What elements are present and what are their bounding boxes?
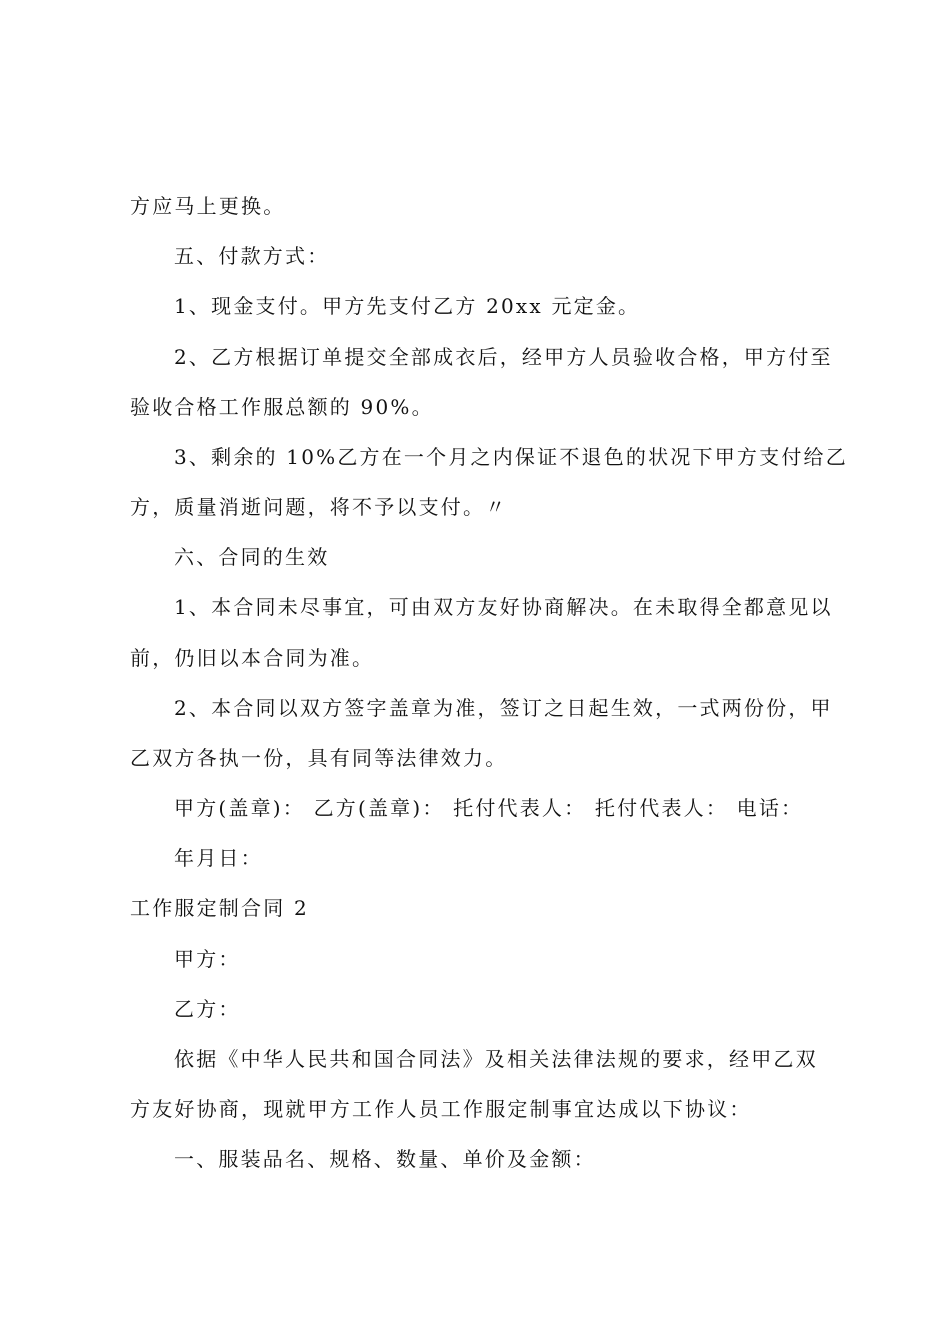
paragraph-line: 方应马上更换。: [130, 194, 286, 218]
date-line: 年月日：: [174, 846, 263, 870]
signature-line: 甲方(盖章)： 乙方(盖章)： 托付代表人： 托付代表人： 电话：: [174, 796, 804, 820]
party-a-line: 甲方：: [174, 947, 241, 971]
paragraph-line: 方友好协商，现就甲方工作人员工作服定制事宜达成以下协议：: [130, 1097, 752, 1121]
contract-title: 工作服定制合同 2: [130, 896, 309, 920]
paragraph-line: 乙双方各执一份，具有同等法律效力。: [130, 746, 508, 770]
section-heading: 一、服装品名、规格、数量、单价及金额：: [174, 1147, 596, 1171]
paragraph-line: 1、现金支付。甲方先支付乙方 20xx 元定金。: [174, 294, 641, 318]
section-heading: 六、合同的生效: [174, 545, 330, 569]
paragraph-line: 2、乙方根据订单提交全部成衣后，经甲方人员验收合格，甲方付至: [174, 345, 833, 369]
paragraph-line: 依据《中华人民共和国合同法》及相关法律法规的要求，经甲乙双: [174, 1047, 818, 1071]
paragraph-line: 2、本合同以双方签字盖章为准，签订之日起生效，一式两份份，甲: [174, 696, 833, 720]
party-b-line: 乙方：: [174, 997, 241, 1021]
paragraph-line: 3、剩余的 10%乙方在一个月之内保证不退色的状况下甲方支付给乙: [174, 445, 848, 469]
paragraph-line: 1、本合同未尽事宜，可由双方友好协商解决。在未取得全都意见以: [174, 595, 833, 619]
paragraph-line: 前，仍旧以本合同为准。: [130, 646, 375, 670]
paragraph-line: 方，质量消逝问题，将不予以支付。〃: [130, 495, 508, 519]
paragraph-line: 验收合格工作服总额的 90%。: [130, 395, 434, 419]
section-heading: 五、付款方式：: [174, 244, 330, 268]
